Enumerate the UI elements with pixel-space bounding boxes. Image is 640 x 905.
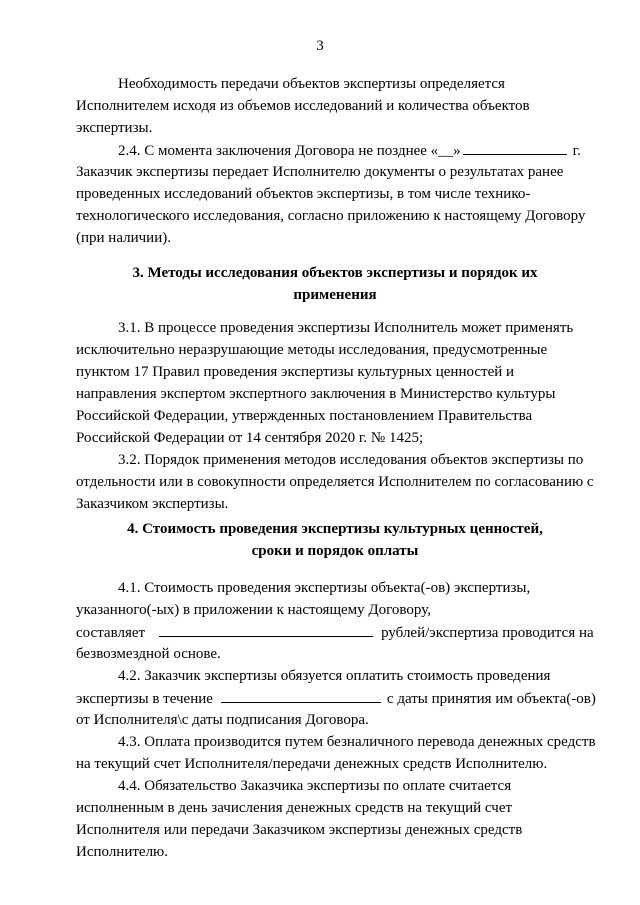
page-number: 3 — [316, 38, 324, 54]
para-3-1-line: направления экспертом экспертного заключения в Министерство культуры — [76, 386, 556, 402]
para-4-2-line — [76, 688, 594, 709]
para-4-4-line: 4.4. Обязательство Заказчика экспертизы по оплате считается — [118, 778, 512, 794]
para-2-4-line: Заказчик экспертизы передает Исполнителю документы о результатах ранее — [76, 164, 564, 180]
para-4-3-line: 4.3. Оплата производится путем безналичного перевода денежных средств — [118, 734, 596, 750]
para-4-1-text: составляет — [76, 625, 146, 641]
para-4-1-text: рублей/экспертиза проводится на — [381, 625, 594, 641]
para-4-4-line: исполненным в день зачисления денежных средств на текущий счет — [76, 800, 513, 816]
section-3-title: применения — [293, 287, 377, 303]
para-4-1-line: указанного(-ых) в приложении к настоящему Договору, — [76, 602, 431, 618]
para-4-1-line: 4.1. Стоимость проведения экспертизы объекта(-ов) экспертизы, — [118, 580, 531, 596]
para-4-3-line: на текущий счет Исполнителя/передачи денежных средств Исполнителю. — [76, 756, 548, 772]
term-blank-field[interactable] — [221, 688, 381, 703]
para-3-1-line: 3.1. В процессе проведения экспертизы Исполнитель может применять — [118, 320, 574, 336]
para-3-2-line: Заказчиком экспертизы. — [76, 496, 229, 512]
para-2-4-line — [118, 140, 594, 161]
para-4-4-line: Исполнителя или передачи Заказчиком экспертизы денежных средств — [76, 822, 523, 838]
cost-blank-field[interactable] — [159, 622, 373, 637]
para-2-3-line: экспертизы. — [76, 120, 153, 136]
section-3-title: 3. Методы исследования объектов экспертизы и порядок их — [132, 265, 538, 281]
section-4-title: 4. Стоимость проведения экспертизы культурных ценностей, — [127, 521, 543, 537]
para-3-1-line: Российской Федерации от 14 сентября 2020 г. № 1425; — [76, 430, 424, 446]
para-3-1-line: пунктом 17 Правил проведения экспертизы культурных ценностей и — [76, 364, 515, 380]
para-4-2-line: 4.2. Заказчик экспертизы обязуется оплатить стоимость проведения — [118, 668, 551, 684]
para-2-4-line: проведенных исследований объектов экспертизы, в том числе технико- — [76, 186, 531, 202]
para-3-2-line: отдельности или в совокупности определяется Исполнителем по согласованию с — [76, 474, 594, 490]
para-4-1-line: безвозмездной основе. — [76, 646, 221, 662]
para-2-4-year-suffix: г. — [572, 143, 581, 159]
para-3-1-line: исключительно неразрушающие методы исследования, предусмотренные — [76, 342, 548, 358]
para-3-2-line: 3.2. Порядок применения методов исследования объектов экспертизы по — [118, 452, 584, 468]
para-4-1-line — [76, 622, 594, 643]
para-4-2-line: от Исполнителя\с даты подписания Договора. — [76, 712, 369, 728]
para-4-2-text: экспертизы в течение — [76, 691, 213, 707]
para-2-4-line: (при наличии). — [76, 230, 171, 246]
para-2-4-text: 2.4. С момента заключения Договора не позднее «__» — [118, 143, 461, 159]
date-blank-field[interactable] — [463, 140, 567, 155]
para-4-2-text: с даты принятия им объекта(-ов) — [386, 691, 596, 707]
section-4-title: сроки и порядок оплаты — [251, 543, 419, 559]
para-4-4-line: Исполнителю. — [76, 844, 169, 860]
para-2-3-line: Исполнителем исходя из объемов исследований и количества объектов — [76, 98, 530, 114]
para-2-3-line: Необходимость передачи объектов экспертизы определяется — [118, 76, 505, 92]
para-3-1-line: Российской Федерации, утвержденных постановлением Правительства — [76, 408, 533, 424]
para-2-4-line: технологического исследования, согласно приложению к настоящему Договору — [76, 208, 586, 224]
